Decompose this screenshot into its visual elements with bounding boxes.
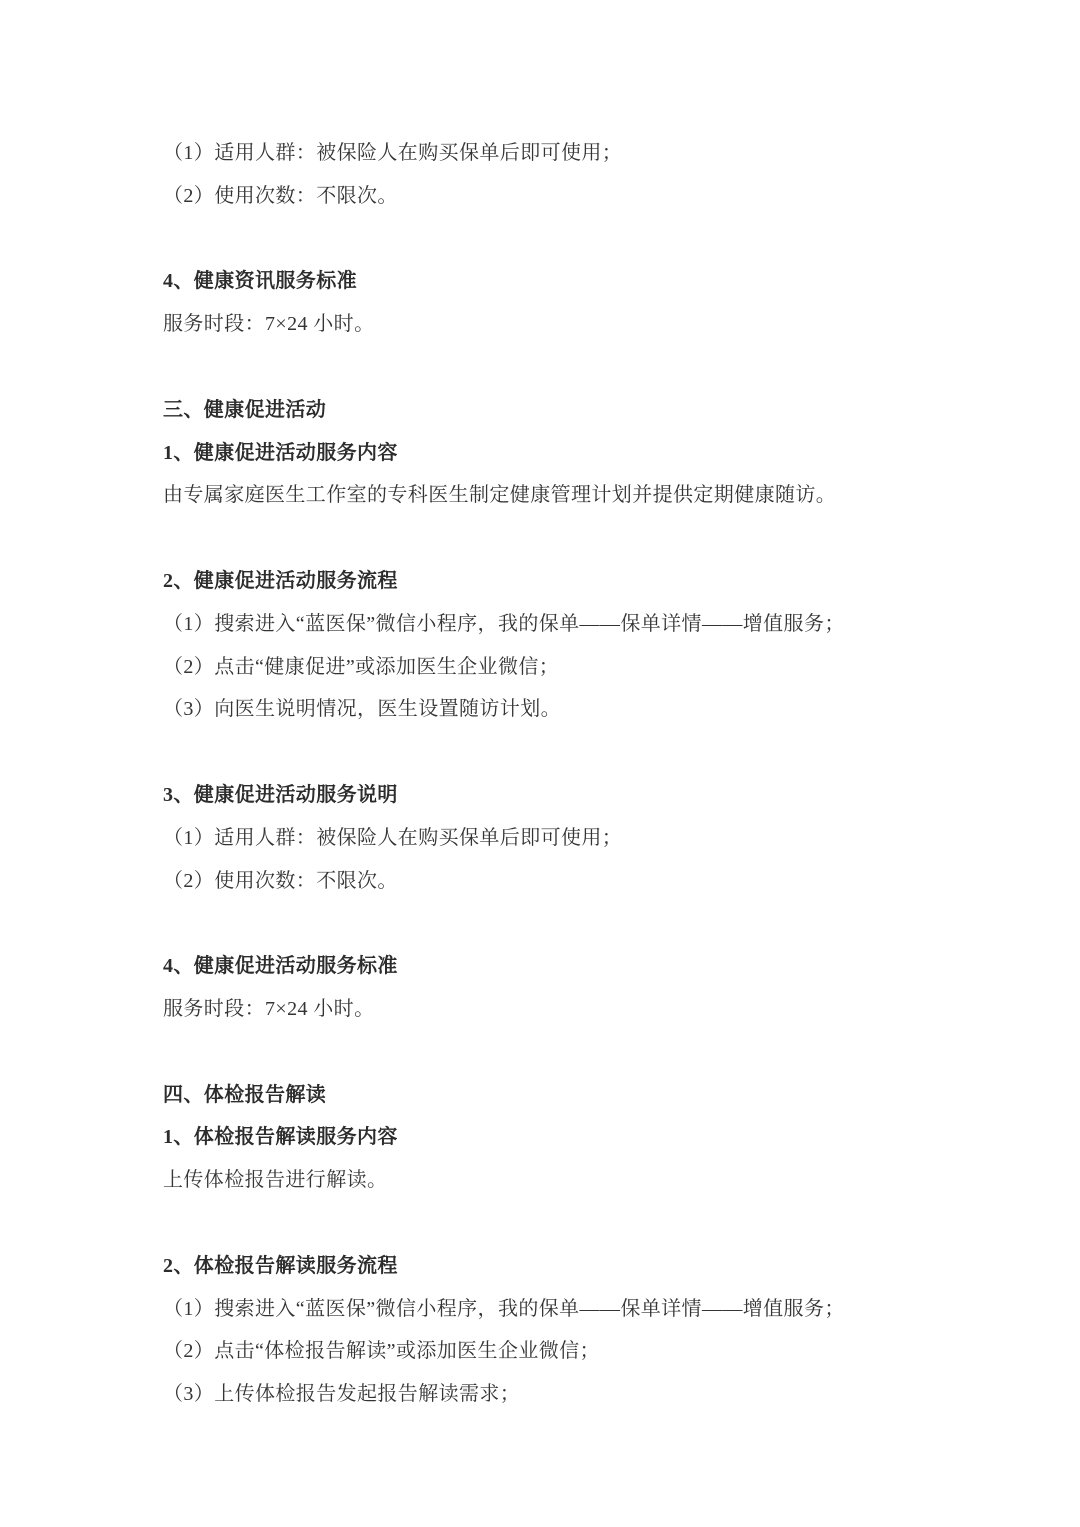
paragraph: 上传体检报告进行解读。 (163, 1169, 388, 1192)
list-item: （2）使用次数：不限次。 (163, 869, 398, 892)
section-heading-promotion-notes: 3、健康促进活动服务说明 (163, 783, 398, 806)
section-title-checkup-report: 四、体检报告解读 (163, 1083, 327, 1106)
document-page (163, 132, 953, 1416)
list-item: （1）搜索进入“蓝医保”微信小程序，我的保单——保单详情——增值服务； (163, 612, 845, 635)
list-item: （1）搜索进入“蓝医保”微信小程序，我的保单——保单详情——增值服务； (163, 1297, 845, 1320)
section-heading-report-process: 2、体检报告解读服务流程 (163, 1254, 398, 1277)
section-heading-promotion-process: 2、健康促进活动服务流程 (163, 569, 398, 592)
paragraph: 由专属家庭医生工作室的专科医生制定健康管理计划并提供定期健康随访。 (163, 484, 837, 507)
section-heading-promotion-standard: 4、健康促进活动服务标准 (163, 955, 398, 978)
list-item: （1）适用人群：被保险人在购买保单后即可使用； (163, 826, 623, 849)
section-heading-health-info-standard: 4、健康资讯服务标准 (163, 270, 357, 293)
list-item: （2）点击“健康促进”或添加医生企业微信； (163, 655, 560, 678)
list-item: （1）适用人群：被保险人在购买保单后即可使用； (163, 142, 623, 164)
list-item: （2）点击“体检报告解读”或添加医生企业微信； (163, 1340, 600, 1363)
list-item: （3）上传体检报告发起报告解读需求； (163, 1383, 521, 1406)
paragraph: 服务时段：7×24 小时。 (163, 997, 375, 1020)
section-heading-report-content: 1、体检报告解读服务内容 (163, 1126, 398, 1149)
section-title-health-promotion: 三、健康促进活动 (163, 398, 327, 421)
list-item: （3）向医生说明情况，医生设置随访计划。 (163, 698, 561, 721)
paragraph: 服务时段：7×24 小时。 (163, 313, 375, 336)
section-heading-promotion-content: 1、健康促进活动服务内容 (163, 441, 398, 464)
list-item: （2）使用次数：不限次。 (163, 184, 398, 207)
